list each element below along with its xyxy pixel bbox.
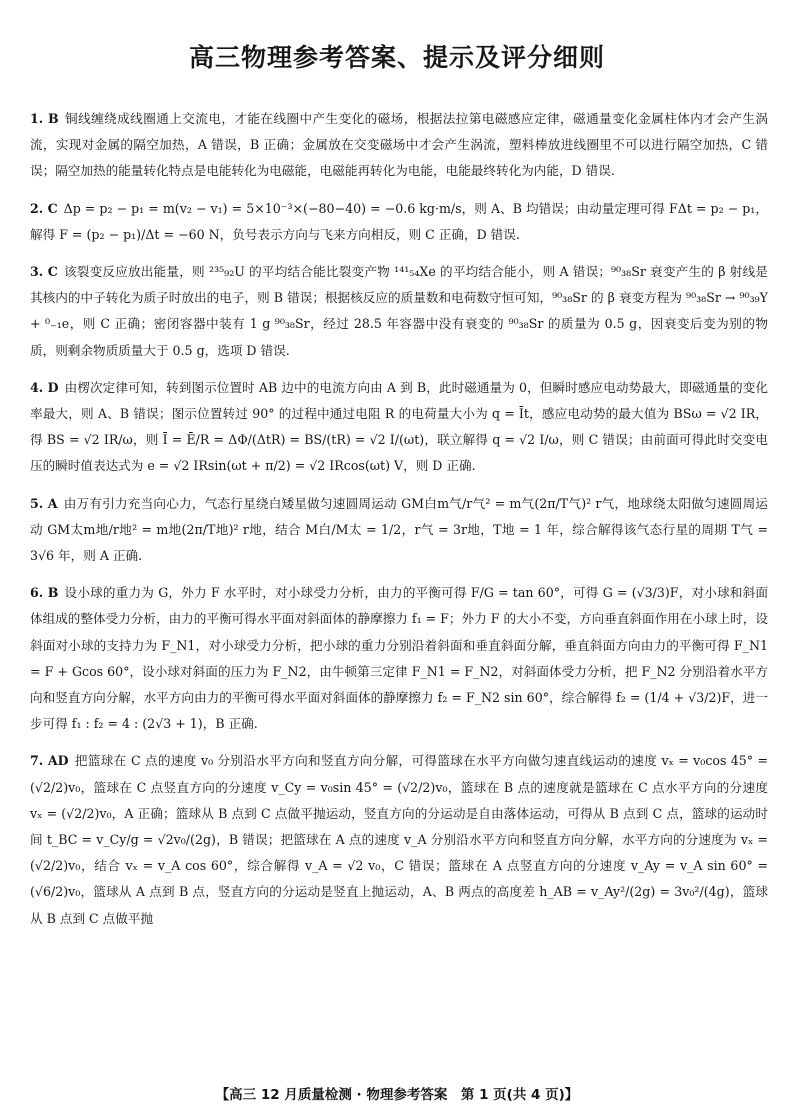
answer-text: 把篮球在 C 点的速度 v₀ 分别沿水平方向和竖直方向分解，可得篮球在水平方向做匀速直线运动的速度 vₓ = v₀cos 45° = (√2/2)v₀，篮球在 C 点竖直方向的分速度 v_Cy = v₀sin 45° = (√2/2)v₀，篮球在 B 点的速度就是篮球在 C 点水平方向的分速度 vₓ = (√2/2)v₀，A 正确；篮球从 B 点到 C 点做平抛运动，竖直方向的分运动是自由落体运动，可得从 B 点到 C 点，篮球的运动时间 t_BC = v_Cy/g = √2v₀/(2g)，B 错误；把篮球在 A 点的速度 v_A 分别沿水平方向和竖直方向分解，水平方向的分速度为 vₓ = (√2/2)v₀，结合 vₓ = v_A cos 60°，综合解得 v_A = √2 v₀，C 错误；篮球在 A 点竖直方向的分速度 v_Ay = v_A sin 60° = (√6/2)v₀，篮球从 A 点到 B 点，竖直方向的分运动是竖直上抛运动，A、B 两点的高度差 h_AB = v_Ay²/(2g) = 3v₀²/(4g)，篮球从 B 点到 C 点做平抛 xyxy=(30,753,768,926)
answer-item-5 xyxy=(30,491,768,570)
answer-item-6 xyxy=(30,580,768,737)
answer-text: 由楞次定律可知，转到图示位置时 AB 边中的电流方向由 A 到 B，此时磁通量为 0，但瞬时感应电动势最大，即磁通量的变化率最大，则 A、B 错误；图示位置转过 90° 的过程中通过电阻 R 的电荷量大小为 q = Īt，感应电动势的最大值为 BSω = √2 IR，得 BS = √2 IR/ω，则 Ī = Ē/R = ΔΦ/(ΔtR) = BS/(tR) = √2 I/(ωt)，联立解得 q = √2 I/ω，则 C 错误；由前面可得此时交变电压的瞬时值表达式为 e = √2 IRsin(ωt + π/2) = √2 IRcos(ωt) V，则 D 正确. xyxy=(30,379,769,474)
answer-label: 7. AD xyxy=(30,753,69,769)
answer-text: 设小球的重力为 G，外力 F 水平时，对小球受力分析，由力的平衡可得 F/G = tan 60°，可得 G = (√3/3)F，对小球和斜面体组成的整体受力分析，由力的平衡可得水平面对斜面体的静摩擦力 f₁ = F；外力 F 的大小不变，方向垂直斜面作用在小球上时，设斜面对小球的支持力为 F_N1，对小球受力分析，把小球的重力分别沿着斜面和垂直斜面分解，垂直斜面方向由力的平衡可得 F_N1 = F + Gcos 60°，设小球对斜面的压力为 F_N2，由牛顿第三定律 F_N1 = F_N2，对斜面体受力分析，把 F_N2 分别沿着水平方向和竖直方向分解，水平方向由力的平衡可得水平面对斜面体的静摩擦力 f₂ = F_N2 sin 60°，综合解得 f₂ = (1/4 + √3/2)F，进一步可得 f₁ : f₂ = 4 : (2√3 + 1)，B 正确. xyxy=(30,585,768,732)
answer-text: 由万有引力充当向心力，气态行星绕白矮星做匀速圆周运动 GM白m气/r气² = m气(2π/T气)² r气，地球绕太阳做匀速圆周运动 GM太m地/r地² = m地(2π/T地)² r地，结合 M白/M太 = 1/2，r气 = 3r地，T地 = 1 年，综合解得该气态行星的周期 T气 = 3√6 年，则 A 正确. xyxy=(30,495,768,564)
answer-item-1 xyxy=(30,106,768,185)
answer-item-4 xyxy=(30,375,768,480)
answer-text: 该裂变反应放出能量，则 ²³⁵₉₂U 的平均结合能比裂变产物 ¹⁴¹₅₄Xe 的平均结合能小，则 A 错误；⁹⁰₃₈Sr 衰变产生的 β 射线是其核内的中子转化为质子时放出的电子，则 B 错误；根据核反应的质量数和电荷数守恒可知，⁹⁰₃₈Sr 的 β 衰变方程为 ⁹⁰₃₈Sr → ⁹⁰₃₉Y + ⁰₋₁e，则 C 正确；密闭容器中装有 1 g ⁹⁰₃₈Sr，经过 28.5 年容器中没有衰变的 ⁹⁰₃₈Sr 的质量为 0.5 g，因衰变后变为别的物质，则剩余物质质量大于 0.5 g，选项 D 错误. xyxy=(30,264,768,358)
answer-label: 1. B xyxy=(30,111,59,126)
answer-item-7 xyxy=(30,748,768,931)
answer-label: 6. B xyxy=(30,585,59,601)
answer-text: Δp = p₂ − p₁ = m(v₂ − v₁) = 5×10⁻³×(−80−40) = −0.6 kg·m/s，则 A、B 均错误；由动量定理可得 FΔt = p₂ − p₁，解得 F = (p₂ − p₁)/Δt = −60 N，负号表示方向与飞来方向相反，则 C 正确，D 错误. xyxy=(30,200,768,242)
answer-list xyxy=(30,106,768,943)
answer-item-3 xyxy=(30,259,768,364)
answer-item-2 xyxy=(30,196,768,248)
answer-text: 铜线缠绕成线圈通上交流电，才能在线圈中产生变化的磁场，根据法拉第电磁感应定律，磁通量变化金属柱体内才会产生涡流，实现对金属的隔空加热，A 错误，B 正确；金属放在交变磁场中才会产生涡流，塑料棒放进线圈里不可以进行隔空加热，C 错误；隔空加热的能量转化特点是电能转化为电磁能，电磁能再转化为电能，电能最终转化为内能，D 错误. xyxy=(30,111,768,179)
page-footer: 【高三 12 月质量检测 · 物理参考答案 第 1 页(共 4 页)】 xyxy=(215,1087,579,1103)
answer-label: 4. D xyxy=(30,379,59,395)
page-title: 高三物理参考答案、提示及评分细则 xyxy=(188,43,605,72)
answer-label: 2. C xyxy=(30,200,58,216)
answer-label: 5. A xyxy=(30,495,58,511)
answer-label: 3. C xyxy=(30,264,58,280)
